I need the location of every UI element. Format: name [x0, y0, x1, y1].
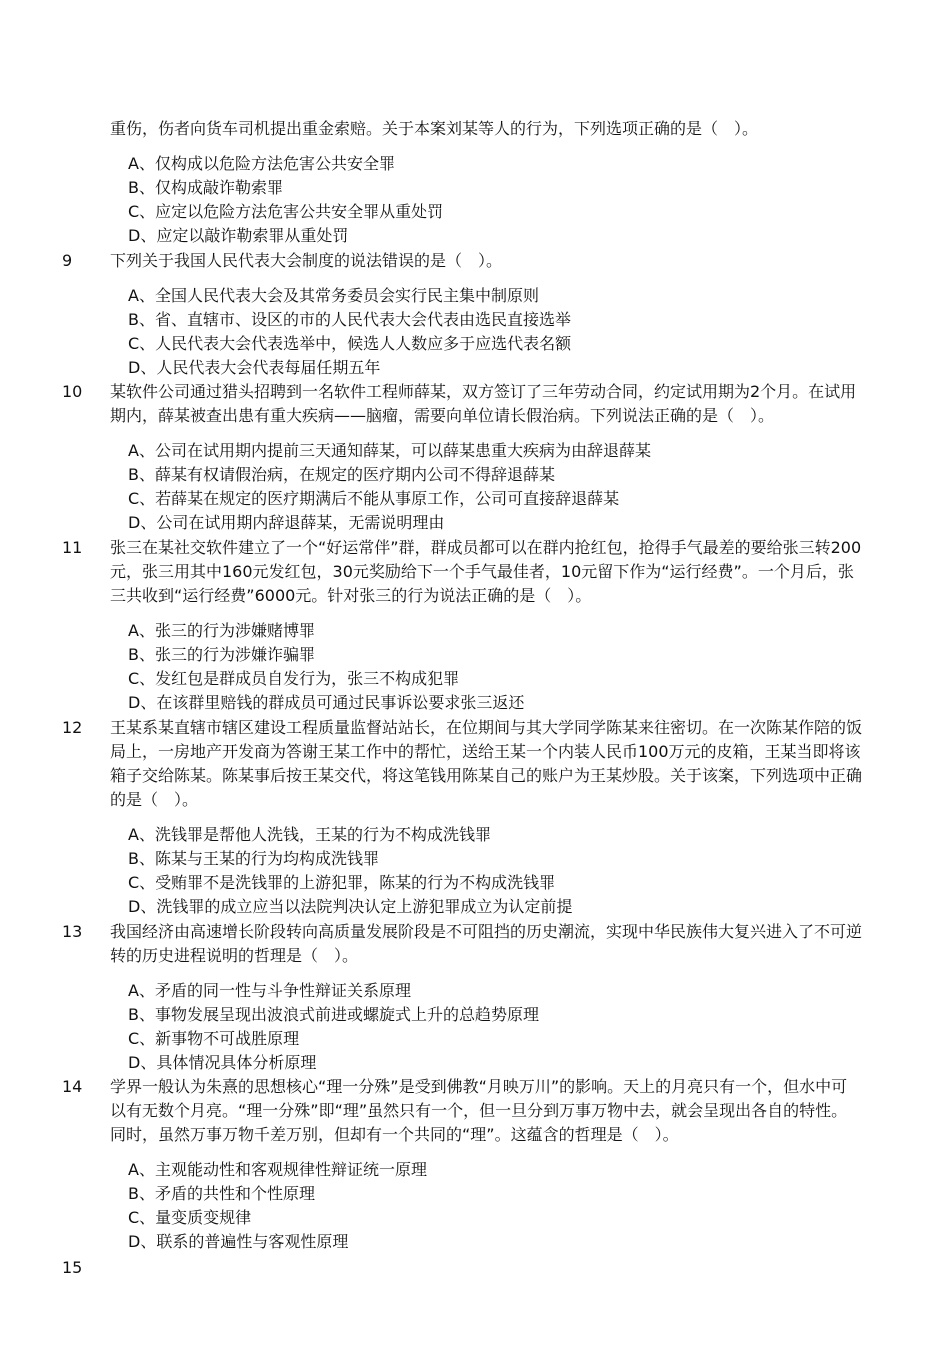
option-d: D、应定以敲诈勒索罪从重处罚: [128, 226, 349, 245]
option-a: A、矛盾的同一性与斗争性辩证关系原理: [128, 981, 411, 1000]
option-d: D、洗钱罪的成立应当以法院判决认定上游犯罪成立为认定前提: [128, 897, 573, 916]
option-d: D、在该群里赔钱的群成员可通过民事诉讼要求张三返还: [128, 693, 525, 712]
option-d: D、人民代表大会代表每届任期五年: [128, 358, 381, 377]
option-list: [128, 979, 539, 1075]
option-c: C、受贿罪不是洗钱罪的上游犯罪，陈某的行为不构成洗钱罪: [128, 873, 556, 892]
option-a: A、洗钱罪是帮他人洗钱，王某的行为不构成洗钱罪: [128, 825, 491, 844]
option-c: C、应定以危险方法危害公共安全罪从重处罚: [128, 202, 444, 221]
option-b: B、张三的行为涉嫌诈骗罪: [128, 645, 315, 664]
option-c: C、若薛某在规定的医疗期满后不能从事原工作，公司可直接辞退薛某: [128, 489, 620, 508]
question-number: 11: [62, 538, 83, 557]
option-a: A、公司在试用期内提前三天通知薛某，可以薛某患重大疾病为由辞退薛某: [128, 441, 651, 460]
question-number: 10: [62, 382, 83, 401]
option-list: [128, 619, 524, 715]
option-a: A、仅构成以危险方法危害公共安全罪: [128, 154, 395, 173]
question-stem: 重伤，伤者向货车司机提出重金索赔。关于本案刘某等人的行为，下列选项正确的是（ ）。: [110, 119, 759, 138]
option-list: [128, 284, 571, 380]
option-list: [128, 823, 572, 919]
option-d: D、具体情况具体分析原理: [128, 1053, 317, 1072]
option-d: D、公司在试用期内辞退薛某，无需说明理由: [128, 513, 445, 532]
option-b: B、矛盾的共性和个性原理: [128, 1184, 315, 1203]
option-b: B、省、直辖市、设区的市的人民代表大会代表由选民直接选举: [128, 310, 571, 329]
option-a: A、全国人民代表大会及其常务委员会实行民主集中制原则: [128, 286, 539, 305]
option-a: A、张三的行为涉嫌赌博罪: [128, 621, 315, 640]
question-number: 13: [62, 922, 83, 941]
option-c: C、量变质变规律: [128, 1208, 252, 1227]
question-stem: 某软件公司通过猎头招聘到一名软件工程师薛某，双方签订了三年劳动合同，约定试用期为2个月。在试用期内，薛某被查出患有重大疾病——脑瘤，需要向单位请长假治病。下列说法正确的是（ ）。: [110, 382, 857, 425]
option-b: B、事物发展呈现出波浪式前进或螺旋式上升的总趋势原理: [128, 1005, 539, 1024]
question-number: 12: [62, 718, 83, 737]
option-d: D、联系的普遍性与客观性原理: [128, 1232, 349, 1251]
question-stem: 学界一般认为朱熹的思想核心“理一分殊”是受到佛教“月映万川”的影响。天上的月亮只有一个，但水中可以有无数个月亮。“理一分殊”即“理”虽然只有一个，但一旦分到万事万物中去，就会呈现出各自的特性。同时，虽然万事万物千差万别，但却有一个共同的“理”。这蕴含的哲理是（ ）。: [110, 1077, 848, 1144]
question-number: 15: [62, 1258, 83, 1277]
option-list: [128, 152, 443, 248]
question-stem: 下列关于我国人民代表大会制度的说法错误的是（ ）。: [110, 251, 503, 270]
option-c: C、发红包是群成员自发行为，张三不构成犯罪: [128, 669, 460, 688]
option-a: A、主观能动性和客观规律性辩证统一原理: [128, 1160, 427, 1179]
option-c: C、新事物不可战胜原理: [128, 1029, 300, 1048]
option-b: B、陈某与王某的行为均构成洗钱罪: [128, 849, 379, 868]
question-number: 14: [62, 1077, 83, 1096]
question-stem: 张三在某社交软件建立了一个“好运常伴”群，群成员都可以在群内抢红包，抢得手气最差的要给张三转200元，张三用其中160元发红包，30元奖励给下一个手气最佳者，10元留下作为“运行经费”。一个月后，张三共收到“运行经费”6000元。针对张三的行为说法正确的是（ ）。: [110, 538, 862, 605]
question-number: 9: [62, 251, 73, 270]
question-stem: 王某系某直辖市辖区建设工程质量监督站站长，在位期间与其大学同学陈某来往密切。在一次陈某作陪的饭局上，一房地产开发商为答谢王某工作中的帮忙，送给王某一个内装人民币100万元的皮箱，王某当即将该箱子交给陈某。陈某事后按王某交代，将这笔钱用陈某自己的账户为王某炒股。关于该案，下列选项中正确的是（ ）。: [110, 718, 863, 809]
option-list: [128, 439, 651, 535]
question-stem: 我国经济由高速增长阶段转向高质量发展阶段是不可阻挡的历史潮流，实现中华民族伟大复兴进入了不可逆转的历史进程说明的哲理是（ ）。: [110, 922, 863, 965]
option-c: C、人民代表大会代表选举中，候选人人数应多于应选代表名额: [128, 334, 572, 353]
option-b: B、仅构成敲诈勒索罪: [128, 178, 283, 197]
option-list: [128, 1158, 427, 1254]
option-b: B、薛某有权请假治病，在规定的医疗期内公司不得辞退薛某: [128, 465, 555, 484]
